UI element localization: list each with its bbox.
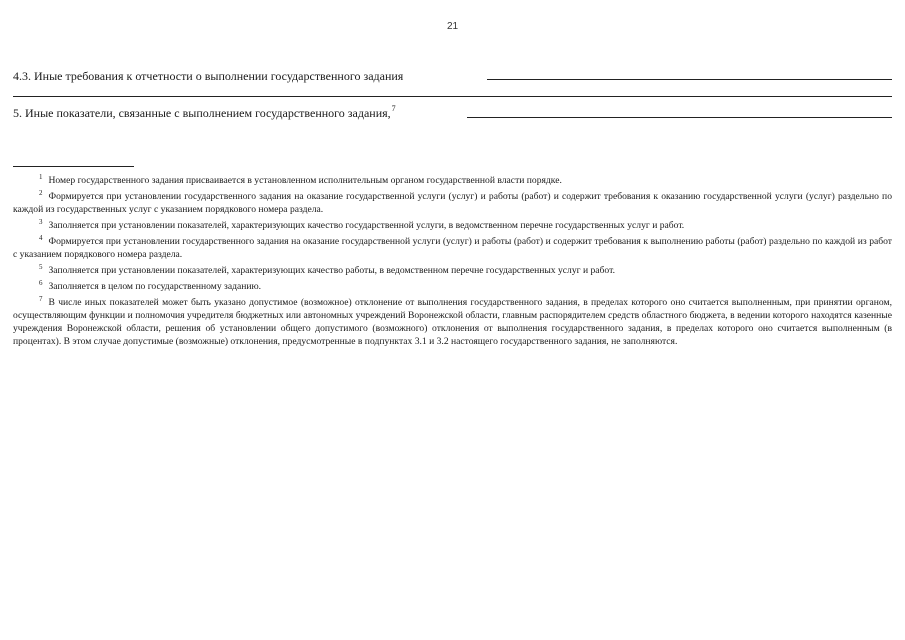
footnote-text: Номер государственного задания присваивается в установленном исполнительным органом государственной власти порядке. [48, 175, 562, 186]
section-5-footnote-ref: 7 [391, 104, 396, 113]
footnote-6 [13, 277, 892, 293]
footnote-number: 5 [39, 263, 43, 271]
footnote-text: Заполняется при установлении показателей, характеризующих качество работы, в ведомственном перечне государственных услуг и работ. [48, 265, 615, 276]
footnote-4 [13, 232, 892, 261]
page-number: 21 [446, 21, 459, 32]
footnote-number: 4 [39, 234, 43, 242]
section-separator-line [13, 96, 892, 97]
footnote-number: 1 [39, 173, 43, 181]
footnote-text: Формируется при установлении государственного задания на оказание государственной услуги (услуг) и работы (работ) и содержит требования к выполнению работы (работ) раздельно по каждой из работ с указанием порядкового номера раздела. [13, 236, 892, 260]
footnote-2 [13, 187, 892, 216]
footnote-rule [13, 166, 134, 167]
footnote-number: 3 [39, 218, 43, 226]
footnote-5 [13, 261, 892, 277]
section-5-heading [13, 104, 396, 121]
footnote-number: 2 [39, 189, 43, 197]
footnote-text: Формируется при установлении государственного задания на оказание государственной услуги (услуг) и работы (работ) и содержит требования к оказанию государственной услуги (услуг) раздельно по каждой из государственных услуг с указанием порядкового номера раздела. [13, 191, 892, 215]
section-5-fill-line [467, 117, 892, 118]
footnote-text: В числе иных показателей может быть указано допустимое (возможное) отклонение от выполнения государственного задания, в пределах которого оно считается выполненным, при принятии органом, осуществляющим функции и полномочия учредителя бюджетных или автономных учреждений Воронежской области, главным распорядителем средств областного бюджета, в ведении которого находятся казенные учреждения Воронежской области, решения об установлении общего допустимого (возможного) отклонения от выполнения государственного задания, в пределах которого оно считается выполненным (в процентах). В этом случае допустимые (возможные) отклонения, предусмотренные в подпунктах 3.1 и 3.2 настоящего государственного задания, не заполняются. [13, 297, 892, 347]
footnote-text: Заполняется при установлении показателей, характеризующих качество государственной услуги, в ведомственном перечне государственных услуг и работ. [48, 220, 685, 231]
footnote-text: Заполняется в целом по государственному заданию. [48, 281, 262, 292]
section-5-label: 5. Иные показатели, связанные с выполнением государственного задания, [13, 106, 391, 120]
footnote-number: 6 [39, 279, 43, 287]
section-4-3-label: 4.3. Иные требования к отчетности о выполнении государственного задания [13, 69, 404, 83]
footnote-7 [13, 293, 892, 348]
footnote-1 [13, 171, 892, 187]
footnote-3 [13, 216, 892, 232]
section-4-3-fill-line [487, 79, 892, 80]
footnote-number: 7 [39, 295, 43, 303]
footnotes-block [13, 171, 892, 348]
